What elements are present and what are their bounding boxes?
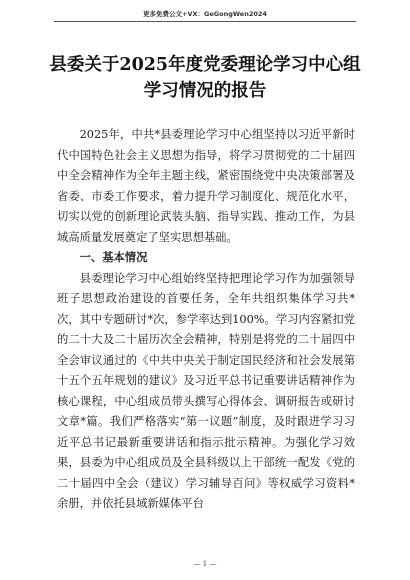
document-title [40,52,370,104]
document-body [57,125,355,515]
header-divider [54,21,356,22]
title-line-2: 学习情况的报告 [143,81,267,101]
title-line-1: 县委关于2025年度党委理论学习中心组 [49,55,361,75]
section-heading-basic: 一、基本情况 [79,251,148,264]
section-1-paragraph: 县委理论学习中心组始终坚持把理论学习作为加强领导班子思想政治建设的首要任务，全年共组织集体学习共*次，其中专题研讨*次，参学率达到100%。学习内容紧扣党的二十大及二十届历次全会精神，特别是将党的二十届四中全会审议通过的《中共中央关于制定国民经济和社会发展第十五个五年规划的建议》及习近平总书记重要讲话精神作为核心课程，中心组成员带头撰写心得体会、调研报告或研讨文章*篇。我们严格落实“第一议题”制度，及时跟进学习习近平总书记最新重要讲话和指示批示精神。为强化学习效果，县委为中心组成员及全县科级以上干部统一配发《党的二十届四中全会（建议）学习辅导百问》等权威学习资料*余册，并依托县域新媒体平台 [57,271,355,510]
intro-paragraph: 2025年，中共*县委理论学习中心组坚持以习近平新时代中国特色社会主义思想为指导，将学习贯彻党的二十届四中全会精神作为全年主题主线，紧密围绕党中央决策部署及省委、市委工作要求，着力提升学习制度化、规范化水平，切实以党的创新理论武装头脑、指导实践、推动工作，为县域高质量发展奠定了坚实思想基础。 [57,128,355,244]
page-header-text: 更多免费公文+VX：GeGongWen2024 [143,10,267,18]
page-number: — 1 — [193,560,217,568]
